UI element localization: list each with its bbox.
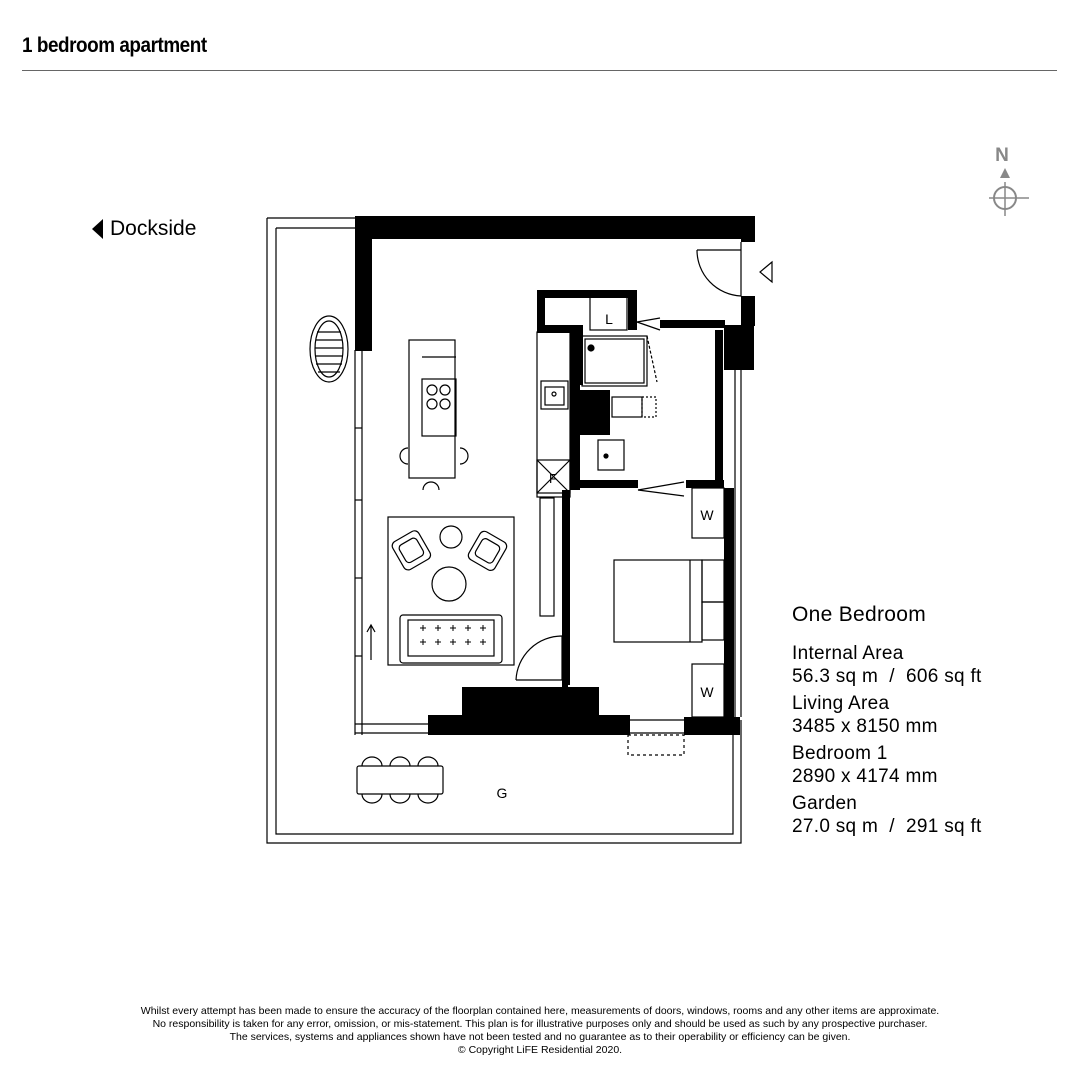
kitchen-island xyxy=(400,340,468,490)
living-area-value: 3485 x 8150 mm xyxy=(792,716,938,737)
chairs-top xyxy=(362,757,438,766)
bedroom-label: Bedroom 1 xyxy=(792,743,888,764)
disclaimer-line-2: No responsibility is taken for any error, omission, or mis-statement. This plan is for illustrative purposes only and should be used as such by any prospective purchaser. xyxy=(152,1018,928,1030)
bathtub xyxy=(582,336,647,386)
coffee-table xyxy=(432,567,466,601)
living-furniture xyxy=(367,517,514,665)
armchair-left xyxy=(390,529,432,572)
rug xyxy=(388,517,514,665)
apartment-type: One Bedroom xyxy=(792,603,927,626)
fridge-label: F xyxy=(549,471,557,486)
chairs-bottom xyxy=(362,794,438,803)
living-area-label: Living Area xyxy=(792,693,890,714)
west-glazing xyxy=(355,350,428,735)
wardrobe-bottom-label: W xyxy=(700,684,714,700)
entrance-door xyxy=(697,242,772,296)
garden-label: G xyxy=(496,785,508,801)
bath-tap-icon xyxy=(588,345,594,351)
toilet xyxy=(612,397,642,417)
copyright: © Copyright LiFE Residential 2020. xyxy=(457,1044,623,1056)
disclaimer-line-1: Whilst every attempt has been made to ensure the accuracy of the floorplan contained here, measurements of doors, windows, rooms and any other items are approximate. xyxy=(140,1005,940,1017)
apartment-details xyxy=(792,603,982,842)
bedroom xyxy=(614,482,724,717)
disclaimer xyxy=(40,1005,1040,1057)
side-table xyxy=(440,526,462,548)
garden-area-value: 27.0 sq m / 291 sq ft xyxy=(792,816,982,837)
basin xyxy=(598,440,624,470)
living-door xyxy=(516,636,562,680)
armchair-right xyxy=(467,530,509,573)
stool-right xyxy=(460,448,468,464)
page-title: 1 bedroom apartment xyxy=(22,34,207,57)
stool-left xyxy=(400,448,408,464)
wardrobe-top-label: W xyxy=(700,507,714,523)
bed xyxy=(614,560,702,642)
entrance-arrow-icon xyxy=(760,262,772,282)
sofa-buttons xyxy=(420,625,486,645)
internal-area-value: 56.3 sq m / 606 sq ft xyxy=(792,666,982,687)
garden-boundary xyxy=(267,218,741,843)
north-label: N xyxy=(995,145,1009,166)
lift-room xyxy=(590,297,627,330)
disclaimer-line-3: The services, systems and appliances shown have not been tested and no guarantee as to their operability or efficiency can be given. xyxy=(229,1031,851,1043)
interior-walls xyxy=(537,290,734,717)
internal-area-label: Internal Area xyxy=(792,643,904,664)
garden-area-label: Garden xyxy=(792,793,858,814)
up-arrow-icon xyxy=(367,625,375,660)
lift-label: L xyxy=(605,311,613,327)
lounger xyxy=(310,316,348,382)
dockside-label: Dockside xyxy=(110,217,197,240)
stool-bottom xyxy=(423,482,439,490)
bedroom-value: 2890 x 4174 mm xyxy=(792,766,938,787)
dining-table xyxy=(357,766,443,794)
